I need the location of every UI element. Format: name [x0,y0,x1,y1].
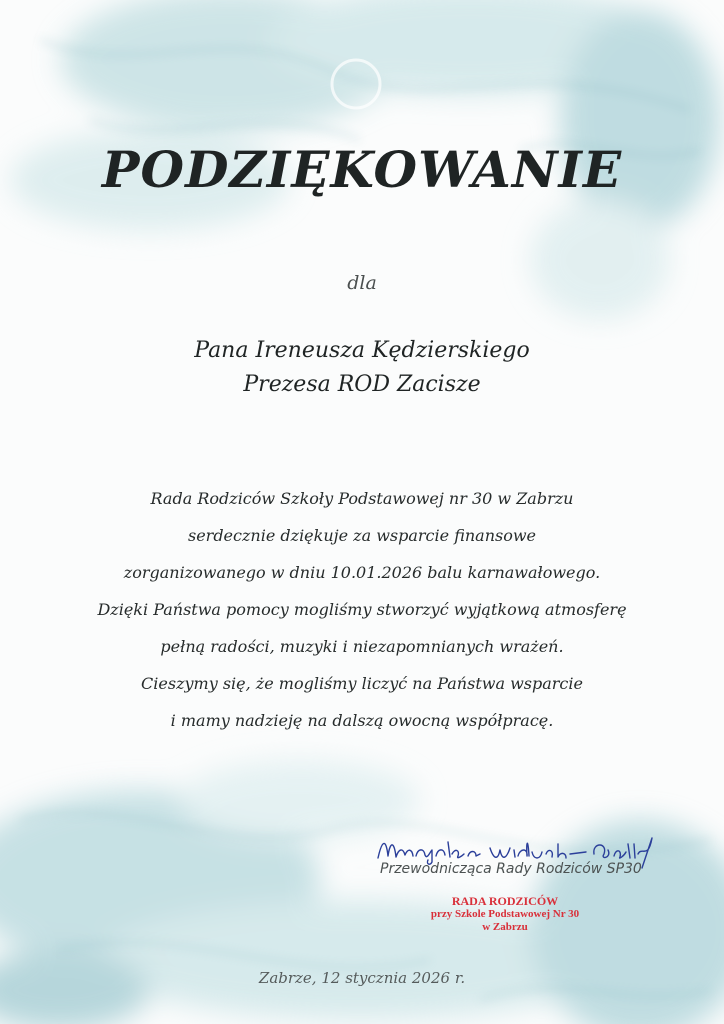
body-text [0,480,724,739]
body-line: Dzięki Państwa pomocy mogliśmy stworzyć wyjątkową atmosferę [97,600,627,619]
stamp-line: w Zabrzu [482,921,528,933]
stamp-line: RADA RODZICÓW [451,894,559,908]
body-line: Cieszymy się, że mogliśmy liczyć na Państwa wsparcie [141,674,583,693]
recipient-role: Prezesa ROD Zacisze [243,372,481,397]
body-line: zorganizowanego w dniu 10.01.2026 balu karnawałowego. [123,563,601,582]
stamp-line: przy Szkole Podstawowej Nr 30 [430,908,580,920]
recipient-name: Pana Ireneusza Kędzierskiego [194,338,530,363]
document-title: PODZIĘKOWANIE [101,140,623,199]
body-line: serdecznie dziękuje za wsparcie finansowe [187,526,537,545]
for-label: dla [347,272,377,294]
body-line: pełną radości, muzyki i niezapomnianych wrażeń. [160,637,564,656]
body-line: i mamy nadzieję na dalszą owocną współpracę. [170,711,554,730]
document-date: Zabrze, 12 stycznia 2026 r. [258,969,466,987]
signatory-title: Przewodnicząca Rady Rodziców SP30 [380,861,642,877]
official-stamp [410,895,600,934]
body-line: Rada Rodziców Szkoły Podstawowej nr 30 w Zabrzu [150,489,574,508]
